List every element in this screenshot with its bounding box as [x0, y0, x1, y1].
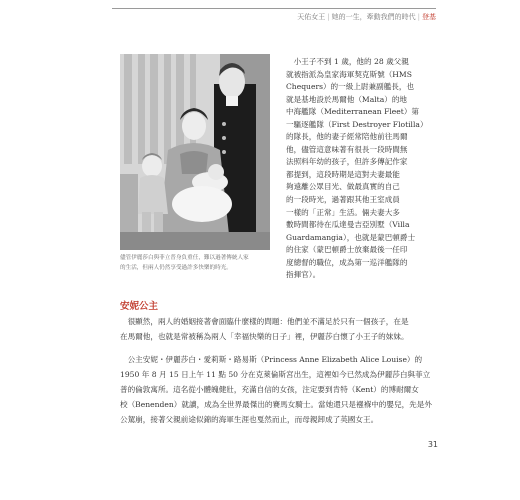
text-line: 指揮官）。 [286, 270, 321, 280]
text-line: 就是基地設於馬爾他（Malta）的地 [286, 94, 408, 104]
text-line: 公主安妮・伊麗莎白・愛莉斯・路易斯（Princess Anne Elizabeth Alice Louise）的 [120, 355, 423, 364]
text-line: 的一段時光，過著跟其他王室成員 [286, 195, 400, 205]
header-rule [112, 8, 436, 9]
text-line: 一驅逐艦隊（First Destroyer Flotilla） [286, 119, 428, 129]
text-line: 的隊長，他的妻子經常陪他前往馬爾 [286, 132, 408, 142]
text-line: 1950 年 8 月 15 日上午 11 點 50 分在克萊倫斯宮出生，這裡如今已然成為伊麗莎白與菲立 [120, 370, 431, 379]
text-line: 度總督的職位，成為第一巡洋艦隊的 [286, 257, 408, 267]
header-separator: | [417, 13, 420, 21]
caption-line: 的生活，但兩人仍然享受過許多快樂的時光。 [120, 265, 232, 271]
text-line: 中海艦隊（Mediterranean Fleet）第 [286, 107, 420, 117]
text-line: 的住家（蒙巴頓爵士放棄最後一任印 [286, 245, 408, 255]
section-name: 登基 [422, 13, 436, 21]
running-header [260, 10, 436, 24]
text-line: 公駕崩，接著父親前途似錦的海軍生涯也戛然而止，而母親卸成了英國女王。 [120, 415, 379, 424]
page-number: 31 [427, 440, 438, 449]
text-line: 法照料年幼的孩子，但許多傳記作家 [286, 157, 408, 167]
text-line: 夠遠離公眾目光、做最真實的自己 [286, 182, 400, 192]
text-line: 就被指派為皇家海軍契克斯號（HMS [286, 69, 412, 79]
text-line: 一樣的「正常」生活。倆夫妻大多 [286, 207, 400, 217]
photo-caption [120, 253, 278, 273]
text-line: 數時間都待在瓜達曼吉亞別墅（Villa [286, 220, 410, 230]
text-line: 他，儘管這意味著有很長一段時間無 [286, 144, 408, 154]
header-separator: | [327, 13, 330, 21]
caption-line: 儘管伊麗莎白與菲立普身負重任，難以過著傳統人家 [120, 255, 249, 261]
paragraph-1 [120, 314, 440, 344]
text-line: Guardamangia），也就是蒙巴頓爵士 [286, 232, 416, 242]
book-title: 天佑女王 [297, 13, 326, 21]
chapter-subtitle: 她的一生，牽動我們的時代 [331, 13, 416, 21]
section-heading: 安妮公主 [120, 301, 159, 312]
side-column-text [286, 56, 438, 282]
text-line: 很顯然，兩人的婚姻接著會面臨什麼樣的問題：他們並不滿足於只有一個孩子，在是 [120, 317, 409, 326]
text-line: 在馬爾他，也就是常被稱為兩人「幸福快樂的日子」裡，伊麗莎白懷了小王子的妹妹。 [120, 332, 409, 341]
text-line: 小王子不到 1 歲，他的 28 歲父親 [286, 57, 409, 66]
text-line: 普的倫敦寓所。這名從小體魄健壯，充滿自信的女孩，注定要到肯特（Kent）的博耐爾女 [120, 385, 419, 394]
text-line: 都提到，這段時期是這對夫妻最能 [286, 169, 400, 179]
text-line: 校（Benenden）就讀，成為全世界最傑出的賽馬女騎士。當她還只是襁褓中的嬰兒，先是外 [120, 400, 432, 409]
text-line: Chequers）的一級上尉兼副艦長，也 [286, 82, 415, 92]
paragraph-2 [120, 352, 440, 427]
family-photo [120, 54, 270, 250]
